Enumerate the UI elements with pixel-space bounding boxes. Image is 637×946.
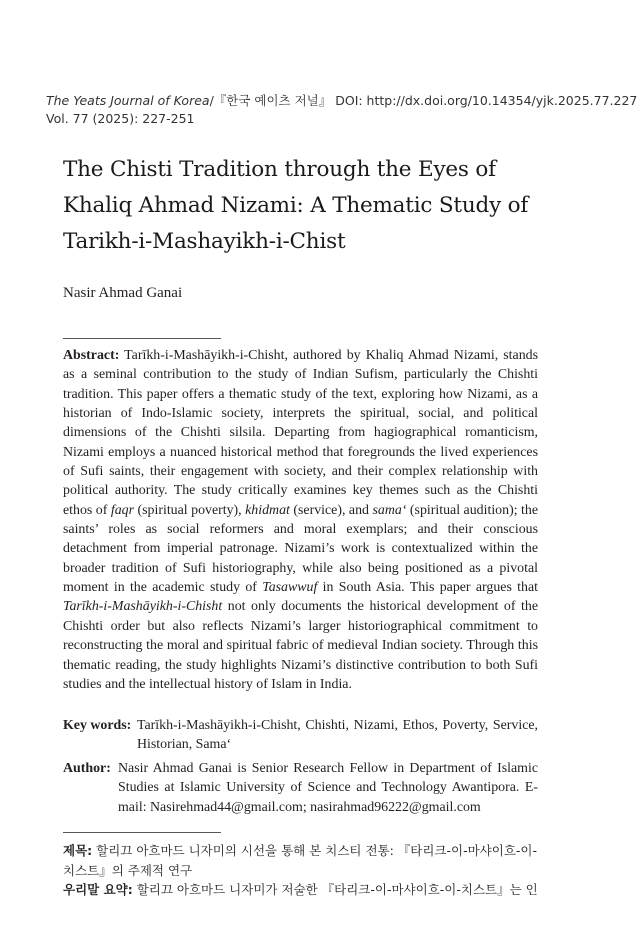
journal-name: The Yeats Journal of Korea <box>46 93 210 108</box>
abstract-text: Tarīkh-i-Mashāyikh-i-Chisht, authored by Khaliq Ahmad Nizami, stands as a seminal contribution to the study of Indian Sufism, particularly the Chishti tradition. This paper offers a thematic study of the text, exploring how Nizami, as a historian of Indo-Islamic society, interprets the spiritual, social, and political dimensions of the Chishti silsila. Departing from hagiographical romanticism, Nizami employs a nuanced historical method that foregrounds the lived experiences of Sufi saints, their engagement with society, and their complex relationship with political authority. The study critically examines key themes such as the Chishti ethos of <box>63 348 538 518</box>
abstract-italic: khidmat <box>245 502 290 518</box>
volume-info: Vol. 77 (2025): 227-251 <box>46 111 195 126</box>
korean-abstract-label: 우리말 요약: <box>63 882 133 897</box>
korean-abstract-text: 할리끄 아흐마드 니자미가 저술한 『타리크-이-마샤이흐-이-치스트』는 인 <box>132 882 538 897</box>
korean-title-label: 제목: <box>63 843 93 858</box>
journal-citation-line <box>46 92 637 110</box>
keywords <box>63 716 538 755</box>
author-info-text: Nasir Ahmad Ganai is Senior Research Fellow in Department of Islamic Studies at Islamic University of Science and Technology Awantipora. E-mail: Nasirehmad44@gmail.com; nasirahmad96222@gmail.com <box>118 761 538 815</box>
title-line-2: Khaliq Ahmad Nizami: A Thematic Study of <box>63 193 529 218</box>
title-line-3: Tarikh-i-Mashayikh-i-Chist <box>63 229 346 254</box>
abstract-italic: faqr <box>110 502 135 518</box>
abstract-italic: Tarīkh-i-Mashāyikh-i-Chisht <box>63 599 223 615</box>
abstract-text: in South Asia. This paper argues that <box>317 580 538 596</box>
title-line-1: The Chisti Tradition through the Eyes of <box>63 157 496 182</box>
author-info-label: Author: <box>63 761 111 776</box>
korean-title-text: 할리끄 아흐마드 니자미의 시선을 통해 본 치스티 전통: 『타리크-이-마샤이흐-이-치스트』의 주제적 연구 <box>63 843 537 878</box>
abstract-italic: sama‘ <box>372 502 407 518</box>
article-title <box>63 152 543 260</box>
author-name: Nasir Ahmad Ganai <box>63 285 183 301</box>
divider <box>63 832 221 833</box>
korean-abstract <box>63 880 543 900</box>
abstract-text: (spiritual audition); the saints’ roles as social reformers and moral exemplars; and their conscious detachment from imperial patronage. Nizami’s work is contextualized within the broader tradition of Sufi historiography, while also being positioned as a pivotal moment in the academic study of <box>63 502 539 596</box>
journal-header <box>46 92 637 128</box>
doi-link[interactable]: DOI: http://dx.doi.org/10.14354/yjk.2025.77.227 <box>331 93 637 108</box>
divider <box>63 338 221 339</box>
keywords-text: Tarīkh-i-Mashāyikh-i-Chisht, Chishti, Nizami, Ethos, Poverty, Service, Historian, Sama‘ <box>137 718 538 753</box>
abstract-text: (service), and <box>289 502 373 518</box>
abstract-label: Abstract: <box>63 348 120 363</box>
abstract <box>63 346 538 694</box>
journal-korean-name: /『한국 예이츠 저널』 <box>209 93 332 108</box>
keywords-label: Key words: <box>63 718 132 733</box>
korean-title <box>63 841 543 881</box>
author-info <box>63 759 538 817</box>
abstract-text: (spiritual poverty), <box>134 502 246 518</box>
abstract-text: not only documents the historical development of the Chishti order but also reflects Nizami’s larger historiographical commitment to reconstructing the moral and spiritual fabric of medieval Indian society. Through this thematic reading, the study highlights Nizami’s distinctive contribution to both Sufi studies and the intellectual history of Islam in India. <box>63 599 538 692</box>
abstract-italic: Tasawwuf <box>262 580 318 596</box>
